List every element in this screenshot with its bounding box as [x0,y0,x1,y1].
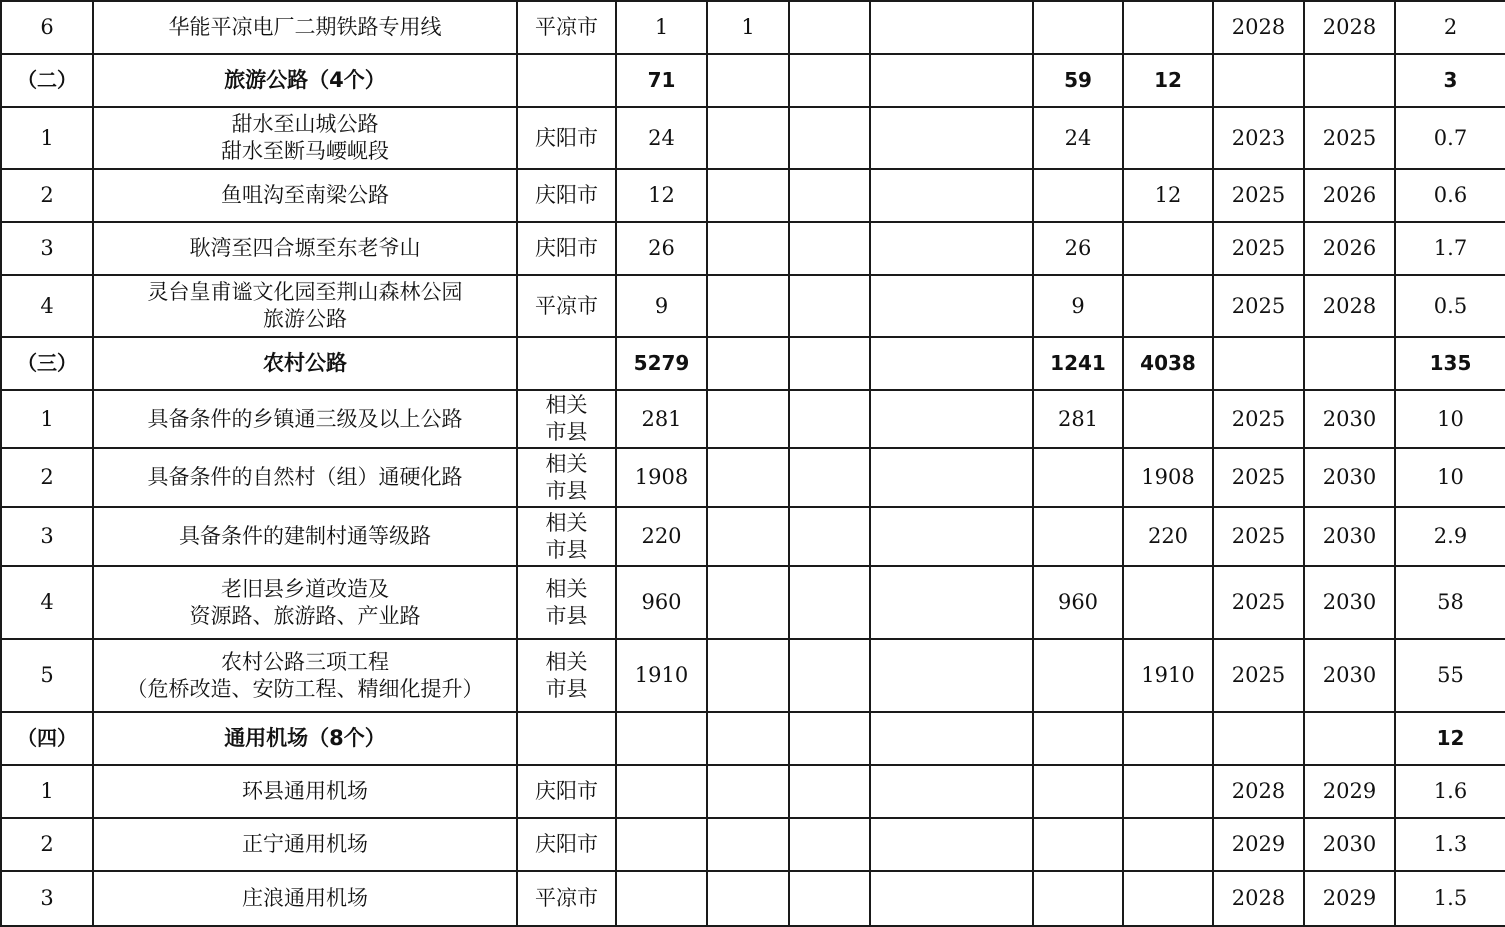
region-cell [517,871,616,926]
region-cell [517,818,616,871]
value-cell: 281 [1033,390,1123,448]
project-name-cell [93,639,517,712]
start-year-cell: 2023 [1213,107,1304,169]
end-year-cell: 2029 [1304,871,1395,926]
region-line: 平凉市 [535,886,598,910]
region-line: 平凉市 [535,15,598,39]
total-cell: 281 [616,390,707,448]
value-cell: 960 [1033,566,1123,639]
value-cell [1123,390,1213,448]
total-cell: 5279 [616,337,707,390]
total-cell: 1908 [616,448,707,507]
total-cell [616,712,707,765]
end-year-cell [1304,712,1395,765]
region-line: 庆阳市 [535,236,598,260]
region-line: 市县 [545,537,588,562]
value-cell [707,871,789,926]
investment-cell: 0.5 [1395,275,1505,337]
row-number-cell: 2 [1,448,93,507]
table-row [1,169,1505,222]
end-year-cell: 2030 [1304,507,1395,566]
start-year-cell [1213,337,1304,390]
project-name-line: 农村公路 [263,351,347,375]
row-number-cell: 5 [1,639,93,712]
investment-cell: 1.6 [1395,765,1505,818]
end-year-cell: 2030 [1304,818,1395,871]
project-name-cell [93,765,517,818]
value-cell [870,222,1033,275]
value-cell [1123,871,1213,926]
project-name-line: 具备条件的自然村（组）通硬化路 [147,465,463,489]
value-cell [789,507,870,566]
value-cell [1123,1,1213,54]
investment-cell: 3 [1395,54,1505,107]
project-name-cell [93,275,517,337]
value-cell [789,337,870,390]
region-line: 市县 [545,603,588,628]
end-year-cell: 2030 [1304,566,1395,639]
investment-cell: 0.7 [1395,107,1505,169]
value-cell [1123,107,1213,169]
region-line: 庆阳市 [535,832,598,856]
investment-cell: 1.3 [1395,818,1505,871]
region-line: 相关 [545,576,588,601]
value-cell [1033,169,1123,222]
row-number-cell: 2 [1,818,93,871]
table-row [1,507,1505,566]
project-name-cell [93,566,517,639]
project-name-cell [93,107,517,169]
value-cell [707,275,789,337]
region-line: 庆阳市 [535,183,598,207]
end-year-cell: 2030 [1304,639,1395,712]
total-cell: 26 [616,222,707,275]
table-row [1,107,1505,169]
value-cell [870,712,1033,765]
value-cell [1123,712,1213,765]
project-name-cell [93,507,517,566]
value-cell [1033,871,1123,926]
start-year-cell [1213,54,1304,107]
value-cell [870,507,1033,566]
start-year-cell [1213,712,1304,765]
project-name-line: 旅游公路 [263,307,347,331]
project-name-line: 甜水至山城公路 [231,112,379,136]
investment-cell: 55 [1395,639,1505,712]
region-cell [517,507,616,566]
value-cell [789,222,870,275]
row-number-cell: 1 [1,765,93,818]
row-number-cell: 3 [1,507,93,566]
project-name-line: 通用机场（8个） [224,726,386,750]
table-body [1,1,1505,926]
total-cell: 1 [616,1,707,54]
total-cell [616,871,707,926]
value-cell [870,107,1033,169]
investment-cell: 10 [1395,390,1505,448]
value-cell: 1 [707,1,789,54]
row-number-cell: 4 [1,275,93,337]
value-cell [870,1,1033,54]
region-line: 相关 [545,393,588,417]
value-cell: 12 [1123,169,1213,222]
project-name-line: 鱼咀沟至南梁公路 [221,183,389,207]
investment-cell: 1.7 [1395,222,1505,275]
table-row [1,566,1505,639]
value-cell [1123,275,1213,337]
value-cell: 1910 [1123,639,1213,712]
value-cell [870,337,1033,390]
project-name-cell [93,222,517,275]
project-name-line: 具备条件的建制村通等级路 [179,524,431,548]
value-cell [870,169,1033,222]
total-cell: 71 [616,54,707,107]
value-cell: 59 [1033,54,1123,107]
project-name-line: 庄浪通用机场 [242,886,368,910]
start-year-cell: 2028 [1213,1,1304,54]
project-name-cell [93,169,517,222]
table-row [1,222,1505,275]
total-cell: 12 [616,169,707,222]
end-year-cell: 2028 [1304,1,1395,54]
row-number-cell: 3 [1,871,93,926]
total-cell [616,818,707,871]
project-name-line: 资源路、旅游路、产业路 [189,603,421,628]
start-year-cell: 2025 [1213,566,1304,639]
value-cell [870,275,1033,337]
investment-cell: 10 [1395,448,1505,507]
value-cell [789,169,870,222]
value-cell [870,448,1033,507]
region-cell [517,337,616,390]
region-cell [517,169,616,222]
region-cell [517,639,616,712]
row-number-cell: （二） [1,54,93,107]
region-cell [517,107,616,169]
start-year-cell: 2028 [1213,765,1304,818]
value-cell [870,390,1033,448]
value-cell [1033,712,1123,765]
project-name-line: 正宁通用机场 [242,832,368,856]
region-cell [517,1,616,54]
value-cell: 9 [1033,275,1123,337]
value-cell [789,390,870,448]
value-cell: 220 [1123,507,1213,566]
value-cell: 12 [1123,54,1213,107]
value-cell [707,639,789,712]
start-year-cell: 2029 [1213,818,1304,871]
start-year-cell: 2025 [1213,507,1304,566]
end-year-cell: 2030 [1304,390,1395,448]
total-cell: 220 [616,507,707,566]
row-number-cell: 3 [1,222,93,275]
region-line: 相关 [545,649,588,674]
region-line: 相关 [545,451,588,476]
value-cell [707,107,789,169]
project-name-line: 老旧县乡道改造及 [221,576,389,601]
row-number-cell: （四） [1,712,93,765]
value-cell [1033,818,1123,871]
value-cell [1033,507,1123,566]
region-line: 平凉市 [535,293,598,318]
value-cell [870,871,1033,926]
value-cell [789,275,870,337]
project-name-cell [93,54,517,107]
value-cell [707,507,789,566]
row-number-cell: 4 [1,566,93,639]
end-year-cell [1304,54,1395,107]
project-name-line: 具备条件的乡镇通三级及以上公路 [147,406,463,431]
value-cell: 1908 [1123,448,1213,507]
value-cell [789,54,870,107]
end-year-cell: 2026 [1304,169,1395,222]
value-cell [707,337,789,390]
table-row [1,275,1505,337]
project-name-cell [93,337,517,390]
value-cell [1123,566,1213,639]
row-number-cell: 2 [1,169,93,222]
region-cell [517,712,616,765]
value-cell [1123,818,1213,871]
project-name-line: 甜水至断马崾岘段 [221,139,389,163]
project-name-line: 农村公路三项工程 [221,649,389,674]
start-year-cell: 2025 [1213,639,1304,712]
value-cell [789,639,870,712]
region-cell [517,448,616,507]
value-cell [789,107,870,169]
value-cell: 26 [1033,222,1123,275]
project-name-line: 灵台皇甫谧文化园至荆山森林公园 [147,280,463,304]
region-line: 市县 [545,420,588,444]
investment-cell: 0.6 [1395,169,1505,222]
value-cell [789,818,870,871]
start-year-cell: 2028 [1213,871,1304,926]
end-year-cell [1304,337,1395,390]
table-row [1,1,1505,54]
value-cell [1033,448,1123,507]
value-cell [707,566,789,639]
end-year-cell: 2030 [1304,448,1395,507]
total-cell: 1910 [616,639,707,712]
value-cell: 24 [1033,107,1123,169]
value-cell [870,54,1033,107]
row-number-cell: （三） [1,337,93,390]
project-name-line: 华能平凉电厂二期铁路专用线 [168,15,442,39]
value-cell [707,390,789,448]
project-name-cell [93,712,517,765]
start-year-cell: 2025 [1213,169,1304,222]
region-line: 相关 [545,510,588,535]
section-row [1,337,1505,390]
value-cell [1123,222,1213,275]
value-cell [707,818,789,871]
end-year-cell: 2028 [1304,275,1395,337]
value-cell [1033,639,1123,712]
table-row [1,390,1505,448]
region-line: 庆阳市 [535,125,598,150]
project-name-line: （危桥改造、安防工程、精细化提升） [126,676,484,701]
total-cell: 24 [616,107,707,169]
value-cell [707,448,789,507]
total-cell: 960 [616,566,707,639]
region-cell [517,222,616,275]
project-name-line: 旅游公路（4个） [224,68,386,92]
value-cell [707,712,789,765]
value-cell [789,566,870,639]
value-cell [707,54,789,107]
project-name-cell [93,448,517,507]
value-cell [870,566,1033,639]
region-cell [517,275,616,337]
investment-cell: 135 [1395,337,1505,390]
value-cell [1033,765,1123,818]
region-cell [517,765,616,818]
total-cell [616,765,707,818]
value-cell [870,639,1033,712]
row-number-cell: 6 [1,1,93,54]
investment-cell: 58 [1395,566,1505,639]
value-cell [870,818,1033,871]
value-cell [1033,1,1123,54]
project-name-cell [93,1,517,54]
value-cell [789,1,870,54]
value-cell [707,765,789,818]
value-cell: 1241 [1033,337,1123,390]
end-year-cell: 2029 [1304,765,1395,818]
value-cell [870,765,1033,818]
investment-cell: 12 [1395,712,1505,765]
region-line: 市县 [545,676,588,701]
value-cell [789,448,870,507]
region-cell [517,566,616,639]
region-line: 市县 [545,478,588,503]
start-year-cell: 2025 [1213,275,1304,337]
start-year-cell: 2025 [1213,390,1304,448]
table-row [1,639,1505,712]
value-cell [707,169,789,222]
table-row [1,765,1505,818]
section-row [1,712,1505,765]
value-cell [789,871,870,926]
value-cell [1123,765,1213,818]
project-name-line: 耿湾至四合塬至东老爷山 [189,236,421,260]
value-cell [707,222,789,275]
project-name-line: 环县通用机场 [242,779,368,803]
end-year-cell: 2025 [1304,107,1395,169]
region-cell [517,390,616,448]
region-line: 庆阳市 [535,779,598,803]
total-cell: 9 [616,275,707,337]
start-year-cell: 2025 [1213,222,1304,275]
investment-cell: 1.5 [1395,871,1505,926]
value-cell: 4038 [1123,337,1213,390]
project-name-cell [93,818,517,871]
project-name-cell [93,871,517,926]
table-row [1,871,1505,926]
row-number-cell: 1 [1,107,93,169]
investment-cell: 2 [1395,1,1505,54]
end-year-cell: 2026 [1304,222,1395,275]
table-row [1,818,1505,871]
section-row [1,54,1505,107]
table-row [1,448,1505,507]
investment-cell: 2.9 [1395,507,1505,566]
value-cell [789,765,870,818]
region-cell [517,54,616,107]
value-cell [789,712,870,765]
row-number-cell: 1 [1,390,93,448]
start-year-cell: 2025 [1213,448,1304,507]
project-name-cell [93,390,517,448]
